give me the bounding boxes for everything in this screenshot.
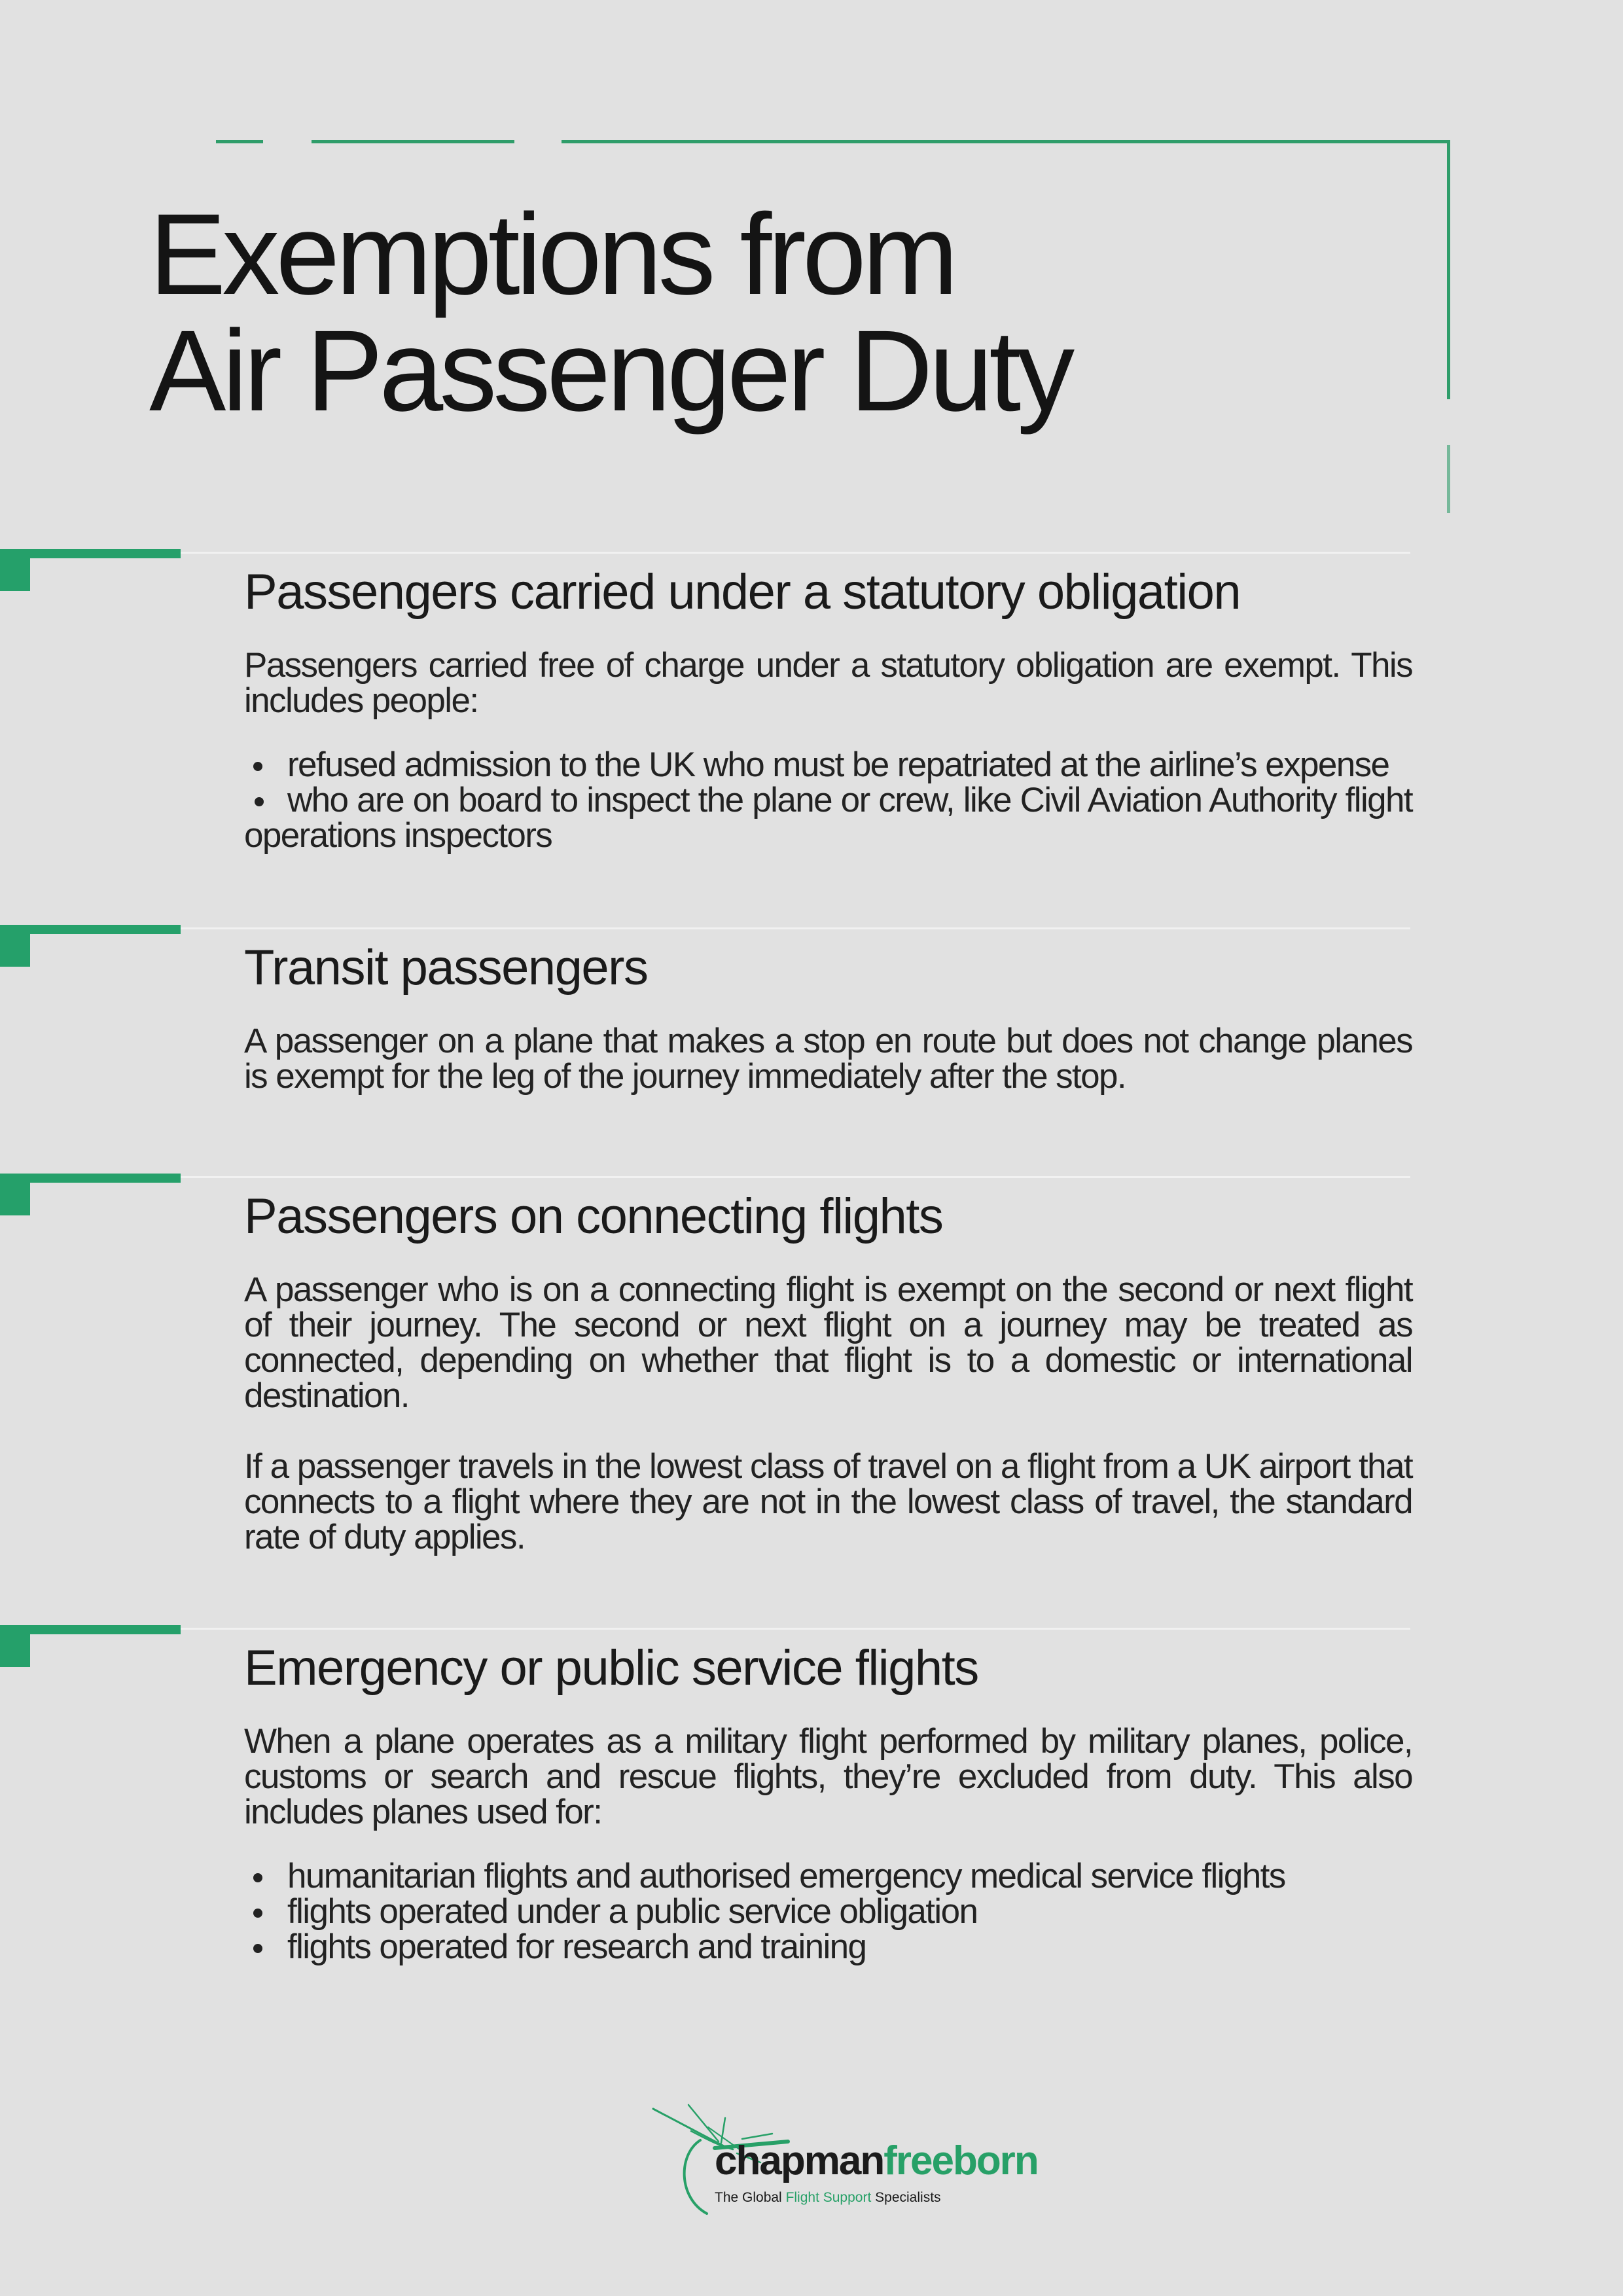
bullet-icon — [253, 1873, 262, 1882]
page-title — [149, 190, 1393, 435]
list-item: refused admission to the UK who must be repatriated at the airline’s expense — [244, 747, 1412, 783]
title-line-2: Air Passenger Duty — [149, 307, 1071, 435]
frame-line-top-1 — [216, 140, 263, 143]
logo-wordmark: chapmanfreeborn — [715, 2138, 1038, 2183]
list-item: flights operated under a public service obligation — [244, 1894, 1412, 1929]
section-heading: Passengers on connecting flights — [244, 1189, 943, 1244]
company-logo — [652, 2101, 1038, 2232]
section-marker — [0, 549, 181, 591]
section-paragraph: A passenger on a plane that makes a stop en route but does not change planes is exempt for the leg of the journey immediately after the stop. — [244, 1022, 1412, 1096]
section-marker — [0, 925, 181, 967]
section-marker — [0, 1625, 181, 1667]
section-divider — [180, 552, 1410, 554]
logo-tagline: The Global Flight Support Specialists — [715, 2190, 941, 2205]
bullet-icon — [253, 1944, 262, 1953]
frame-line-top-3 — [562, 140, 1450, 143]
list-item: humanitarian flights and authorised emergency medical service flights — [244, 1859, 1412, 1894]
section-marker — [0, 1174, 181, 1215]
section-divider — [180, 927, 1410, 929]
section-paragraph: A passenger who is on a connecting flight is exempt on the second or next flight of their journey. The second or next flight on a journey may be treated as connected, depending on whether that flight is to a domestic or international destination. — [244, 1270, 1412, 1415]
section-paragraph: When a plane operates as a military flight performed by military planes, police, customs or search and rescue flights, they’re excluded from duty. This also includes planes used for: — [244, 1722, 1412, 1831]
frame-line-top-2 — [312, 140, 514, 143]
section-paragraph: If a passenger travels in the lowest class of travel on a flight from a UK airport that connects to a flight where they are not in the lowest class of travel, the standard rate of duty applies. — [244, 1447, 1412, 1556]
frame-line-right-1 — [1447, 140, 1450, 399]
bullet-list — [244, 747, 1412, 853]
bullet-icon — [253, 762, 262, 771]
section-heading: Transit passengers — [244, 940, 648, 996]
title-line-1: Exemptions from — [149, 190, 955, 319]
frame-line-right-2 — [1447, 445, 1450, 513]
bullet-list — [244, 1859, 1412, 1965]
section-divider — [180, 1628, 1410, 1630]
section-heading: Emergency or public service flights — [244, 1640, 978, 1696]
section-paragraph: Passengers carried free of charge under a statutory obligation are exempt. This includes people: — [244, 646, 1412, 720]
section-divider — [180, 1176, 1410, 1178]
list-item: who are on board to inspect the plane or crew, like Civil Aviation Authority flight operations inspectors — [244, 781, 1412, 855]
bullet-icon — [255, 797, 264, 806]
bullet-icon — [253, 1909, 262, 1918]
list-item: flights operated for research and training — [244, 1929, 1412, 1965]
section-heading: Passengers carried under a statutory obligation — [244, 564, 1241, 620]
